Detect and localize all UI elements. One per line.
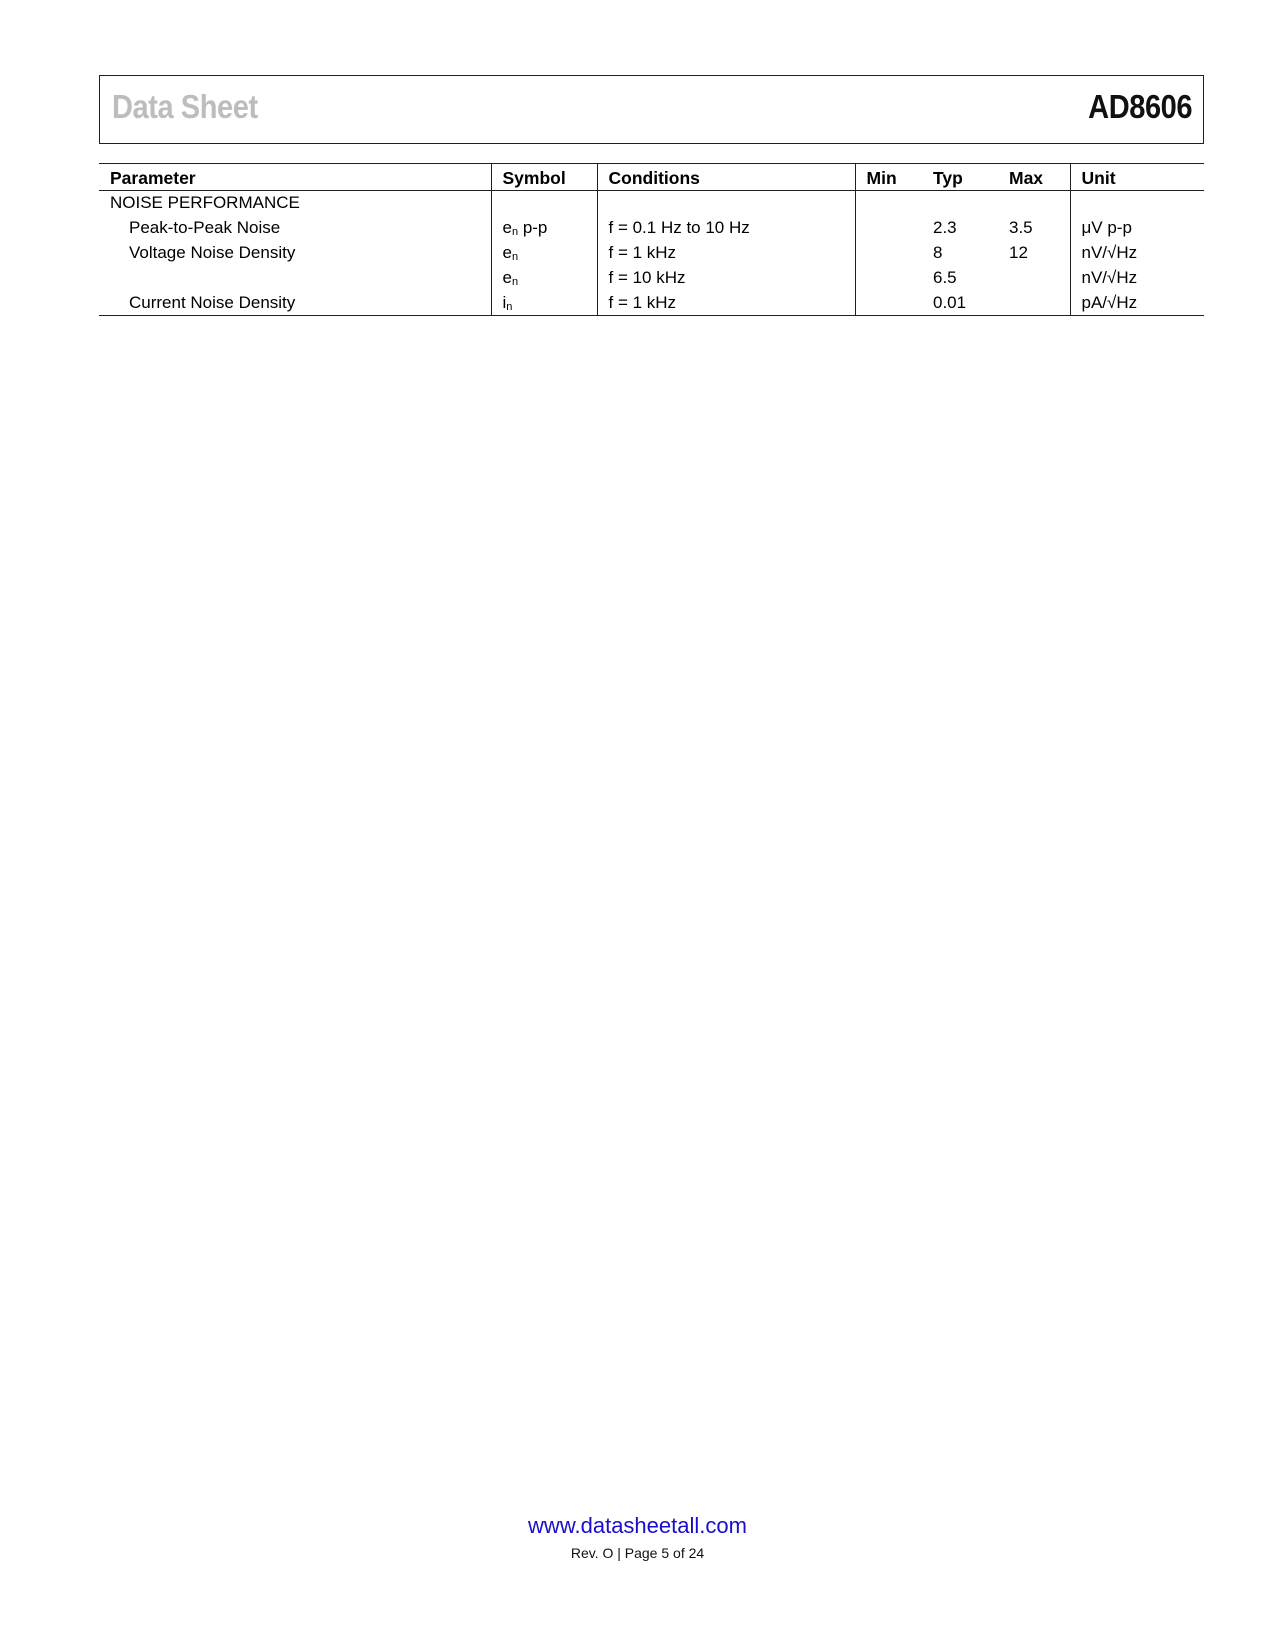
conditions-cell: f = 0.1 Hz to 10 Hz bbox=[597, 216, 855, 241]
symbol-cell: $e_n$ p-p bbox=[491, 216, 597, 241]
specifications-table bbox=[99, 163, 1204, 316]
typ-cell: 8 bbox=[933, 243, 943, 262]
typ-cell: 2.3 bbox=[933, 218, 957, 237]
column-header-max: Max bbox=[998, 164, 1070, 191]
footer-website-link[interactable]: www.datasheetall.com bbox=[528, 1513, 747, 1538]
conditions-cell: f = 1 kHz bbox=[597, 241, 855, 266]
typ-cell: 6.5 bbox=[933, 268, 957, 287]
column-header-symbol: Symbol bbox=[491, 164, 597, 191]
symbol-cell: $e_n$ bbox=[491, 241, 597, 266]
unit-cell: pA/√Hz bbox=[1070, 291, 1204, 316]
max-cell: 3.5 bbox=[998, 216, 1070, 241]
min-cell bbox=[855, 216, 922, 241]
min-cell bbox=[855, 291, 922, 316]
column-header-conditions: Conditions bbox=[597, 164, 855, 191]
column-header-parameter: Parameter bbox=[99, 164, 491, 191]
conditions-cell: f = 1 kHz bbox=[597, 291, 855, 316]
table-row bbox=[99, 241, 1204, 266]
footer-page-info: Rev. O | Page 5 of 24 bbox=[570, 1545, 705, 1561]
parameter-cell: Peak-to-Peak Noise bbox=[99, 216, 491, 241]
max-cell: 12 bbox=[998, 241, 1070, 266]
page-header bbox=[99, 75, 1204, 144]
column-header-typ: Typ bbox=[922, 164, 998, 191]
parameter-cell bbox=[99, 266, 491, 291]
conditions-cell: f = 10 kHz bbox=[597, 266, 855, 291]
column-header-unit: Unit bbox=[1070, 164, 1204, 191]
unit-cell: nV/√Hz bbox=[1081, 268, 1138, 287]
unit-cell: μV p-p bbox=[1081, 218, 1132, 237]
section-title: NOISE PERFORMANCE bbox=[99, 191, 491, 216]
column-header-min: Min bbox=[855, 164, 922, 191]
table-row bbox=[99, 291, 1204, 316]
max-cell bbox=[998, 291, 1070, 316]
min-cell bbox=[855, 241, 922, 266]
part-number-title: AD8606 bbox=[1088, 88, 1192, 125]
section-row bbox=[99, 191, 1204, 216]
document-type-title: Data Sheet bbox=[112, 88, 258, 125]
parameter-cell: Current Noise Density bbox=[99, 291, 491, 316]
symbol-cell: $i_n$ bbox=[491, 291, 597, 316]
table-row bbox=[99, 266, 1204, 291]
table-header-row bbox=[99, 164, 1204, 191]
max-cell bbox=[998, 266, 1070, 291]
unit-cell: nV/√Hz bbox=[1081, 243, 1138, 262]
table-row bbox=[99, 216, 1204, 241]
min-cell bbox=[855, 266, 922, 291]
typ-cell: 0.01 bbox=[922, 291, 998, 316]
parameter-cell: Voltage Noise Density bbox=[99, 241, 491, 266]
symbol-cell: $e_n$ bbox=[491, 266, 597, 291]
